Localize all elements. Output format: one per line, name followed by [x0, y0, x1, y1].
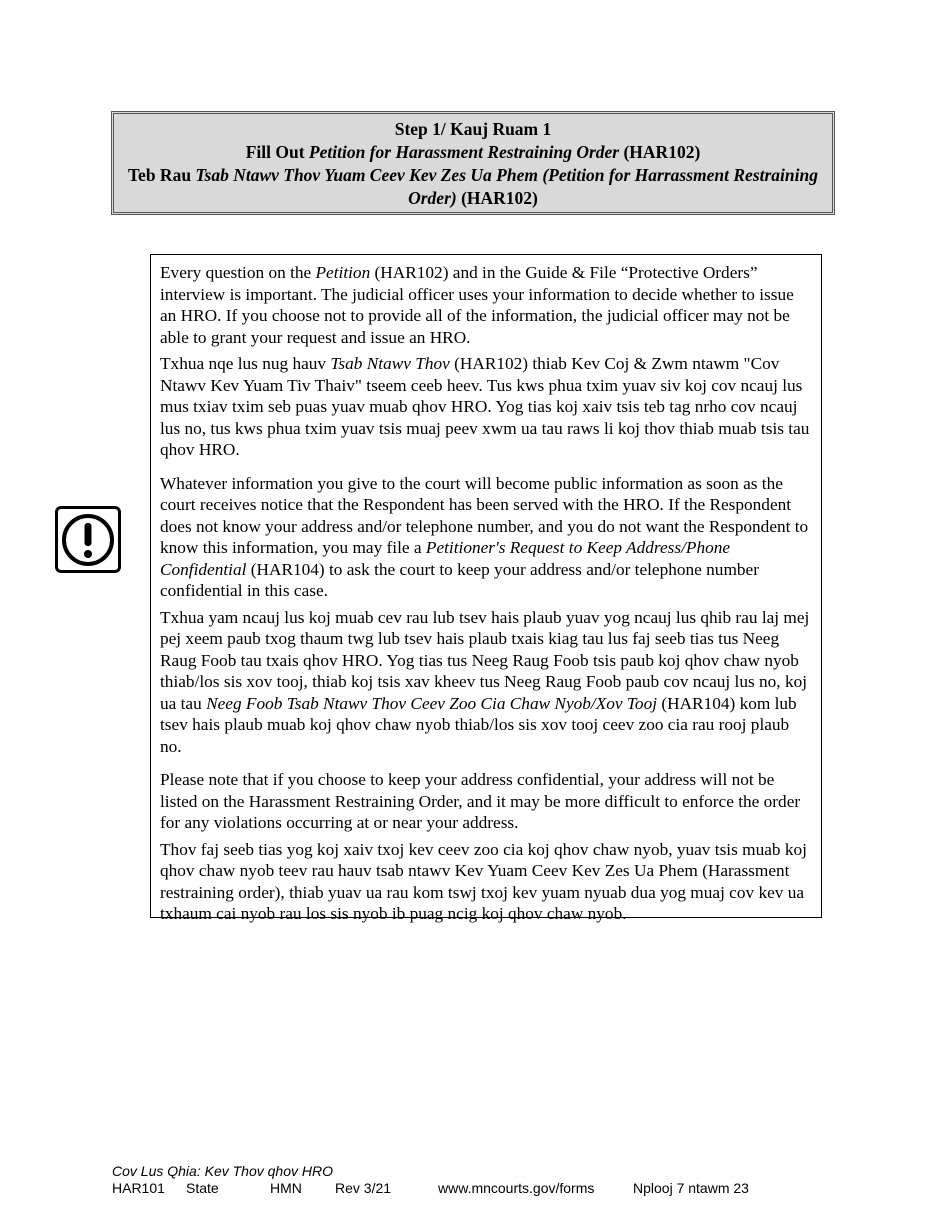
notice-box	[150, 254, 822, 923]
footer-page-number: Nplooj 7 ntawm 23	[633, 1180, 749, 1196]
footer-url[interactable]: www.mncourts.gov/forms	[438, 1180, 595, 1196]
step-line-english: Fill Out Petition for Harassment Restraining Order (HAR102)	[245, 142, 701, 162]
paragraph-hmong-3: Thov faj seeb tias yog koj xaiv txoj kev ceev zoo cia koj qhov chaw nyob, yuav tsis muab koj qhov chaw nyob teev rau hauv tsab ntawv Kev Yuam Ceev Kev Zes Ua Phem (Harassment restraining order), thiab yuav ua rau kom tswj txoj kev yuam nyuab dua yog muaj cov kev ua txhaum cai nyob rau los sis nyob ib puag ncig koj qhov chaw nyob.	[160, 839, 807, 923]
paragraph-english-2: Whatever information you give to the court will become public information as soon as the court receives notice that the Respondent has been served with the HRO. If the Respondent does not know your address and/or telephone number, and you do not want the Respondent to know this information, you may file a Petitioner's Request to Keep Address/Phone Confidential (HAR104) to ask the court to keep your address and/or telephone number confidential in this case.	[160, 473, 809, 600]
footer-title: Cov Lus Qhia: Kev Thov qhov HRO	[112, 1163, 333, 1179]
footer-language: HMN	[270, 1180, 302, 1196]
step-line-hmong: Teb Rau Tsab Ntawv Thov Yuam Ceev Kev Zes Ua Phem (Petition for Harrassment Restraining Order) (HAR102)	[127, 165, 818, 208]
paragraph-english-3: Please note that if you choose to keep your address confidential, your address will not be listed on the Harassment Restraining Order, and it may be more difficult to enforce the order for any violations occurring at or near your address.	[160, 770, 801, 832]
exclamation-warning-icon	[55, 506, 121, 573]
paragraph-english-1: Every question on the Petition (HAR102) and in the Guide & File “Protective Orders” interview is important. The judicial officer uses your information to decide whether to issue an HRO. If you choose not to provide all of the information, the judicial officer may not be able to grant your request and issue an HRO.	[160, 263, 794, 347]
page-footer	[112, 1163, 812, 1197]
footer-state: State	[186, 1180, 219, 1196]
paragraph-hmong-2: Txhua yam ncauj lus koj muab cev rau lub tsev hais plaub yuav yog ncauj lus qhib rau laj mej pej xeem paub txog thaum twg lub tsev hais plaub txais kiag tau lus faj seeb tias tus Neeg Raug Foob tau txais qhov HRO. Yog tias tus Neeg Raug Foob tsis paub koj qhov chaw nyob thiab/los sis xov tooj, thiab koj tsis xav kheev tus Neeg Raug Foob paub cov ncauj lus no, koj ua tau Neeg Foob Tsab Ntawv Thov Ceev Zoo Cia Chaw Nyob/Xov Tooj (HAR104) kom lub tsev hais plaub muab koj qhov chaw nyob thiab/los sis xov tooj ceev zoo cia rau rooj plaub no.	[160, 607, 810, 756]
step-header-box	[111, 111, 835, 215]
footer-revision: Rev 3/21	[335, 1180, 392, 1196]
paragraph-hmong-1: Txhua nqe lus nug hauv Tsab Ntawv Thov (HAR102) thiab Kev Coj & Zwm ntawm "Cov Ntawv Kev Yuam Tiv Thaiv" tseem ceeb heev. Tus kws phua txim yuav siv koj cov ncauj lus mus txiav txim seb puas yuav muab qhov HRO. Yog tias koj xaiv tsis teb tag nrho cov ncauj lus no, tus kws phua txim yuav tsis muaj peev xwm ua tau raws li koj thov thiab muab tsis tau qhov HRO.	[160, 354, 810, 459]
footer-meta-row	[112, 1180, 812, 1197]
step-heading: Step 1/ Kauj Ruam 1	[394, 119, 552, 139]
footer-form-id: HAR101	[112, 1180, 165, 1196]
